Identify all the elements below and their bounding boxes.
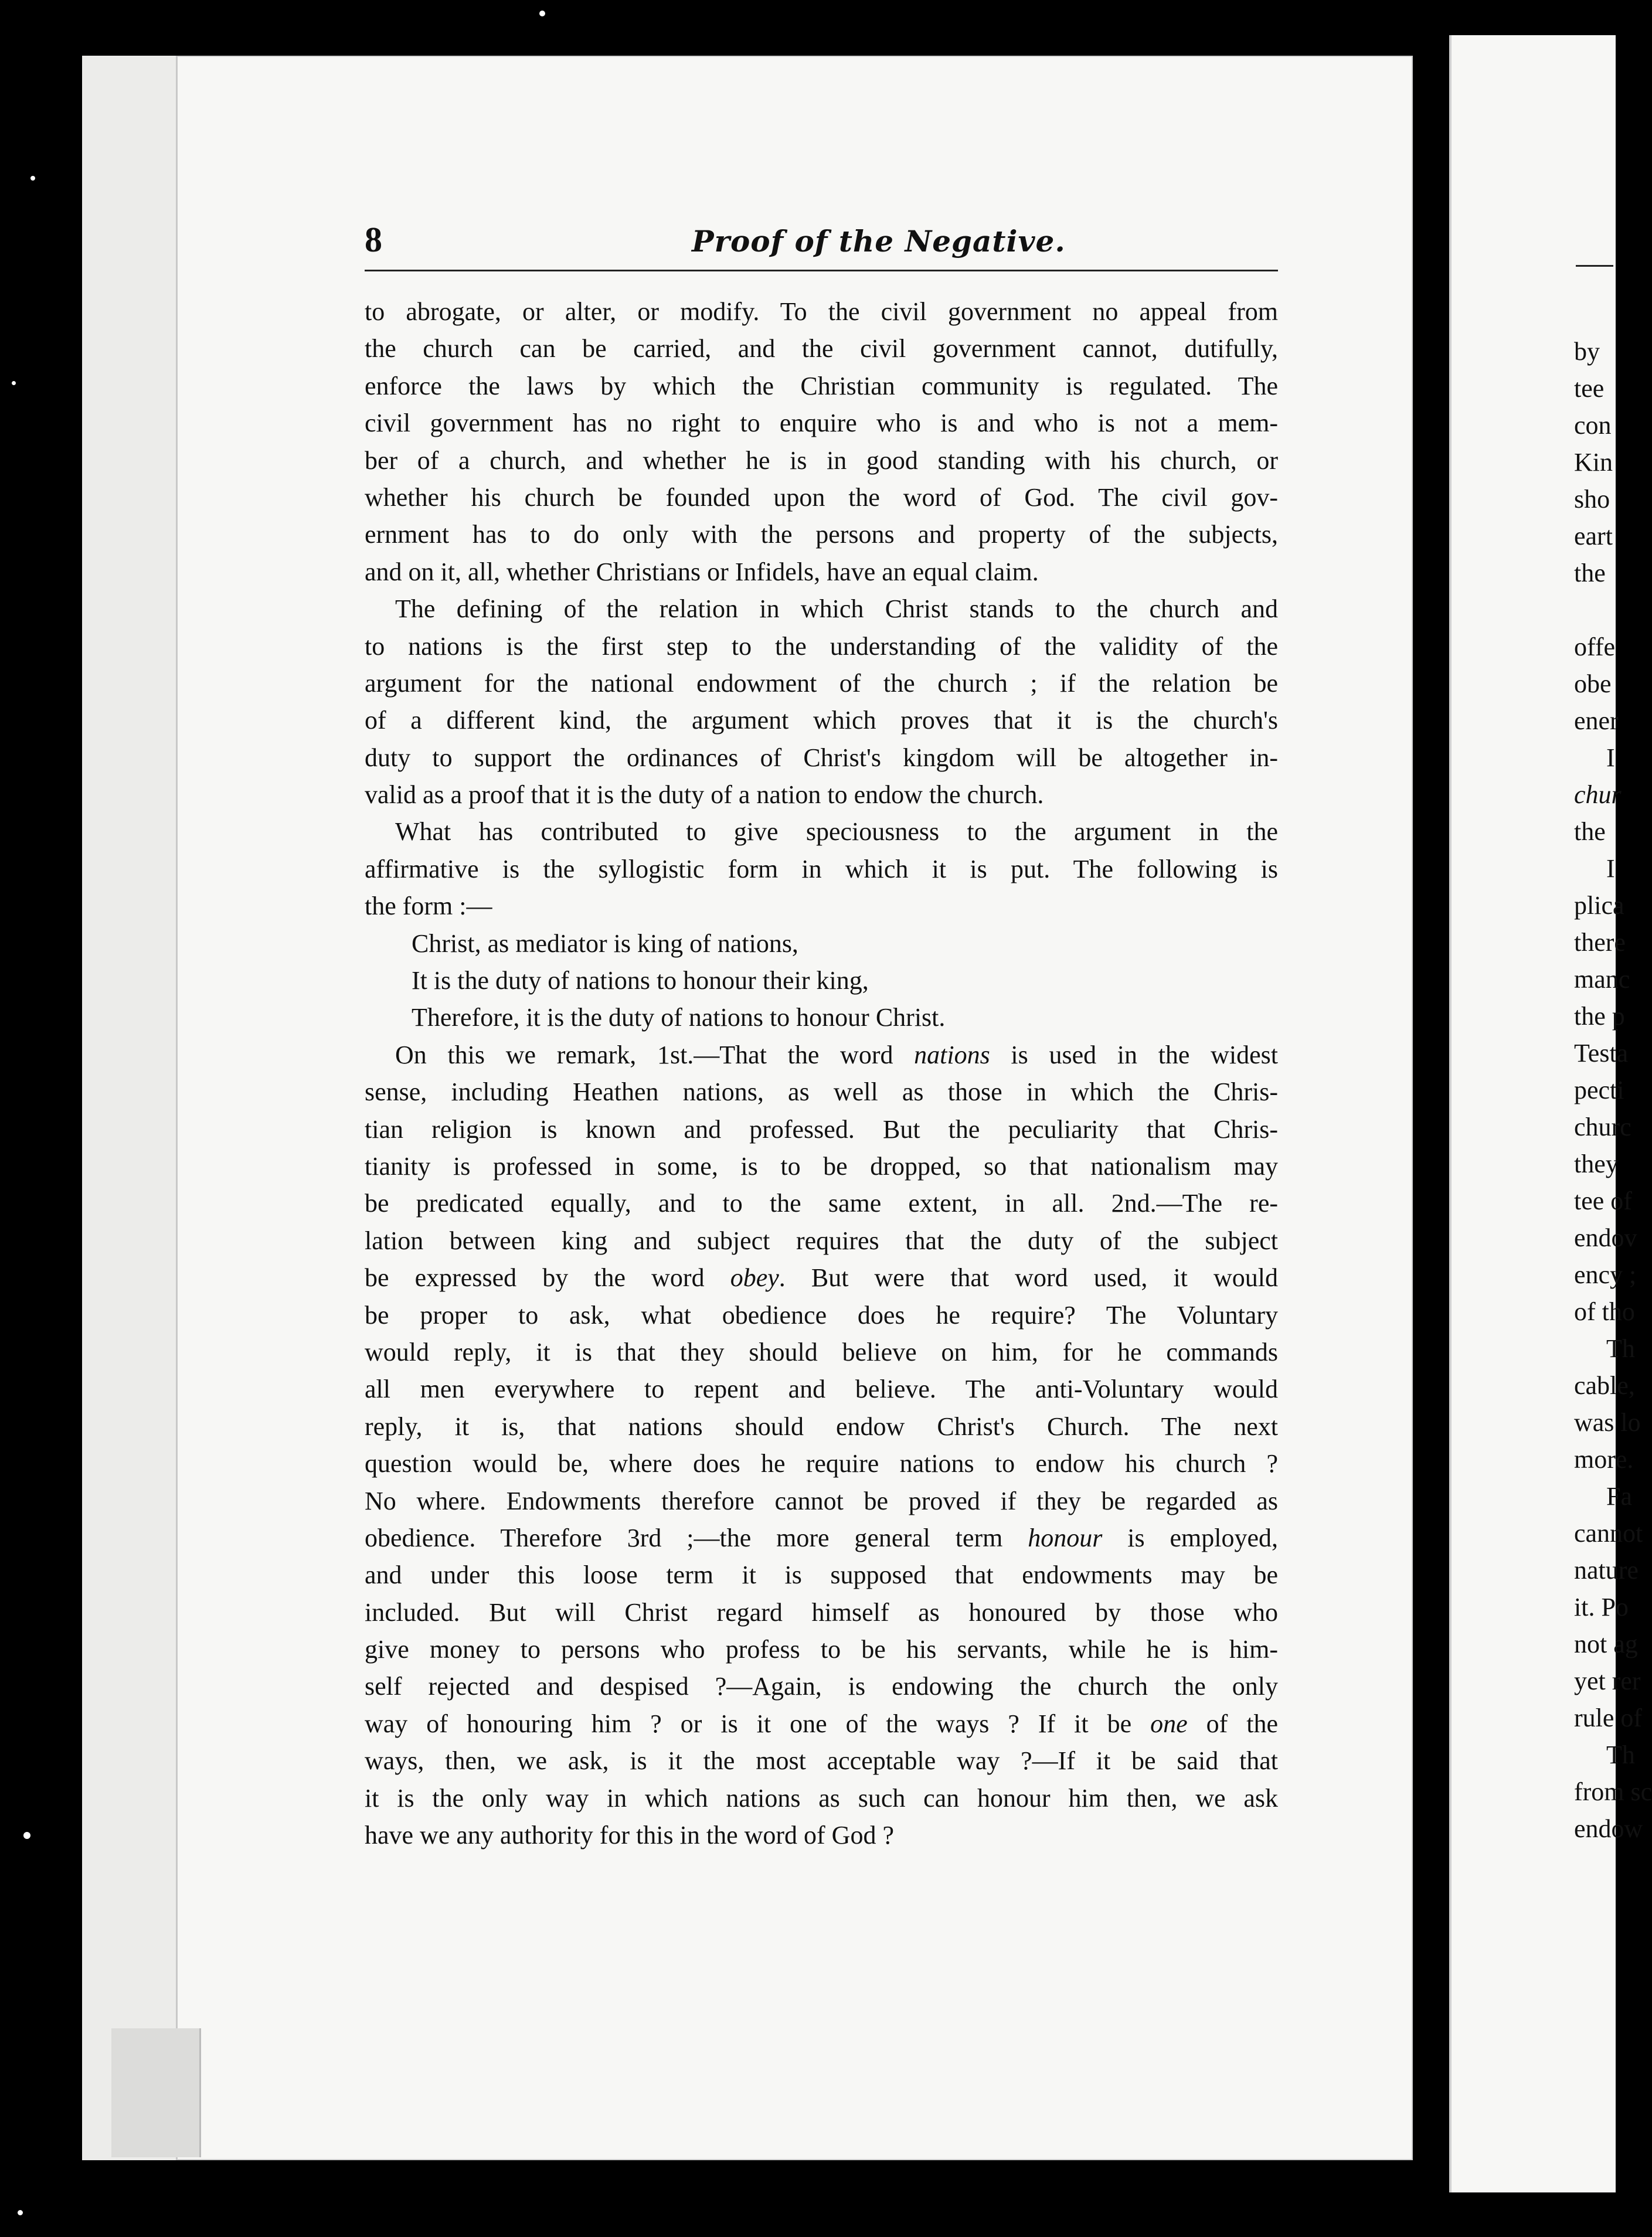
text-line: be proper to ask, what obedience does he require? The Voluntary — [365, 1300, 1278, 1330]
text-line: lation between king and subject requires that the duty of the subject — [365, 1226, 1278, 1255]
text-line: The defining of the relation in which Christ stands to the church and — [395, 594, 1278, 624]
right-header-rule — [1576, 265, 1613, 267]
fragment-line: eart — [1574, 522, 1613, 550]
italic-word: obey — [730, 1263, 779, 1293]
italic-word: one — [1150, 1709, 1188, 1738]
fragment-line: con — [1574, 411, 1612, 440]
text-line: it is the only way in which nations as such can honour him then, we ask — [365, 1783, 1278, 1813]
text-line: and under this loose term it is supposed that endowments may be — [365, 1561, 1278, 1590]
fragment-line: more. — [1574, 1445, 1634, 1474]
text-line: No where. Endowments therefore cannot be proved if they be regarded as — [365, 1486, 1278, 1515]
fragment-line: of tho — [1574, 1297, 1635, 1326]
fragment-line: the — [1574, 559, 1606, 587]
text-line: included. But will Christ regard himself as honoured by those who — [365, 1597, 1278, 1627]
text-line: reply, it is, that nations should endow Christ's Church. The next — [365, 1412, 1278, 1441]
text-line: be expressed by the word obey. But were that word used, it would — [365, 1263, 1278, 1293]
fragment-line: the p — [1574, 1002, 1625, 1031]
header-rule — [365, 270, 1278, 271]
body-text — [365, 293, 1278, 1854]
text-line: affirmative is the syllogistic form in which it is put. The following is — [365, 854, 1278, 883]
fragment-line: ener — [1574, 706, 1619, 735]
page-number: 8 — [365, 220, 382, 259]
fragment-line: cannot — [1574, 1519, 1643, 1548]
text-line: argument for the national endowment of the church ; if the relation be — [365, 668, 1278, 698]
fragment-line: rule of — [1574, 1704, 1643, 1732]
fragment-line: cable, — [1574, 1371, 1635, 1400]
syllogism-line: It is the duty of nations to honour their king, — [412, 966, 869, 995]
fragment-line: sho — [1574, 485, 1610, 514]
fragment-line: ency ; — [1574, 1260, 1637, 1289]
italic-word: honour — [1028, 1523, 1103, 1552]
scan-speck — [12, 381, 16, 385]
fragment-line: pecti — [1574, 1076, 1624, 1104]
fragment-line: endow — [1574, 1814, 1643, 1843]
scan-speck — [30, 176, 35, 181]
text-line: obedience. Therefore 3rd ;—the more general term honour is employed, — [365, 1523, 1279, 1552]
fragment-line: from sc — [1574, 1777, 1652, 1806]
text-line: sense, including Heathen nations, as well as those in which the Chris- — [365, 1077, 1278, 1107]
text-line: On this we remark, 1st.—That the word nations is used in the widest — [395, 1040, 1279, 1069]
text-line: to abrogate, or alter, or modify. To the civil government no appeal from — [365, 297, 1278, 326]
text-line: the form :— — [365, 892, 492, 921]
text-line: to nations is the first step to the understanding of the validity of the — [365, 631, 1278, 661]
running-head: Proof of the Negative. — [692, 224, 1066, 259]
drop-initial: I — [1606, 854, 1615, 883]
syllogism-line: Christ, as mediator is king of nations, — [412, 929, 798, 958]
text-line: What has contributed to give speciousness to the argument in the — [395, 817, 1278, 846]
text-line: tian religion is known and professed. But the peculiarity that Chris- — [365, 1114, 1278, 1144]
text-line: of a different kind, the argument which proves that it is the church's — [365, 706, 1278, 735]
text-line: whether his church be founded upon the word of God. The civil gov- — [365, 482, 1278, 512]
fragment-line: by — [1574, 337, 1600, 366]
text-line: ernment has to do only with the persons and property of the subjects, — [365, 520, 1278, 549]
drop-initial: I — [1606, 743, 1615, 772]
fragment-line: Kin — [1574, 448, 1613, 477]
italic-word: nations — [914, 1040, 990, 1069]
text-line: the church can be carried, and the civil government cannot, dutifully, — [365, 334, 1278, 363]
text-line: civil government has no right to enquire who is and who is not a mem- — [365, 409, 1278, 438]
text-line: give money to persons who profess to be his servants, while he is him- — [365, 1635, 1278, 1664]
fragment-line: there — [1574, 928, 1626, 957]
text-line: tianity is professed in some, is to be dropped, so that nationalism may — [365, 1151, 1278, 1181]
fragment-line: manc — [1574, 965, 1630, 994]
text-line: enforce the laws by which the Christian community is regulated. The — [365, 371, 1278, 400]
scan-speck — [539, 11, 545, 16]
fragment-line: nature — [1574, 1556, 1639, 1585]
fragment-line: tee of — [1574, 1187, 1632, 1215]
fragment-line: endov — [1574, 1223, 1637, 1252]
fragment-line: chur — [1574, 780, 1622, 809]
text-line: and on it, all, whether Christians or Infidels, have an equal claim. — [365, 557, 1039, 586]
text-line: have we any authority for this in the word of God ? — [365, 1821, 894, 1850]
text-line: duty to support the ordinances of Christ's kingdom will be altogether in- — [365, 743, 1278, 772]
drop-initial: Th — [1606, 1334, 1635, 1363]
fragment-line: it. Po — [1574, 1593, 1629, 1621]
scan-speck — [18, 2210, 23, 2215]
page-edge-strip-lower — [111, 2028, 201, 2157]
fragment-line: plica — [1574, 891, 1624, 920]
text-line: ber of a church, and whether he is in good standing with his church, or — [365, 446, 1278, 475]
drop-initial: Fa — [1606, 1482, 1632, 1511]
fragment-line: obe — [1574, 669, 1612, 698]
fragment-line: was lo — [1574, 1408, 1641, 1437]
fragment-line: they — [1574, 1150, 1619, 1178]
fragment-line: Testa — [1574, 1039, 1629, 1067]
text-line: would reply, it is that they should believe on him, for he commands — [365, 1337, 1278, 1366]
fragment-line: offe — [1574, 633, 1616, 661]
text-line: self rejected and despised ?—Again, is endowing the church the only — [365, 1672, 1278, 1701]
syllogism-line: Therefore, it is the duty of nations to honour Christ. — [412, 1003, 946, 1032]
fragment-line: not ag — [1574, 1630, 1638, 1658]
scan-speck — [23, 1832, 30, 1839]
drop-initial: Th — [1606, 1740, 1635, 1769]
text-line: question would be, where does he require nations to endow his church ? — [365, 1449, 1278, 1478]
text-line: valid as a proof that it is the duty of a nation to endow the church. — [365, 780, 1044, 810]
fragment-line: churc — [1574, 1113, 1631, 1141]
fragment-line: the — [1574, 817, 1606, 846]
text-line: way of honouring him ? or is it one of the ways ? If it be one of the — [365, 1709, 1279, 1738]
text-line: be predicated equally, and to the same extent, in all. 2nd.—The re- — [365, 1189, 1278, 1218]
fragment-line: yet rer — [1574, 1667, 1641, 1695]
text-line: all men everywhere to repent and believe. The anti-Voluntary would — [365, 1375, 1278, 1404]
fragment-line: tee — [1574, 374, 1605, 403]
text-line: ways, then, we ask, is it the most acceptable way ?—If it be said that — [365, 1746, 1278, 1776]
page-edge-strip — [82, 56, 178, 2160]
